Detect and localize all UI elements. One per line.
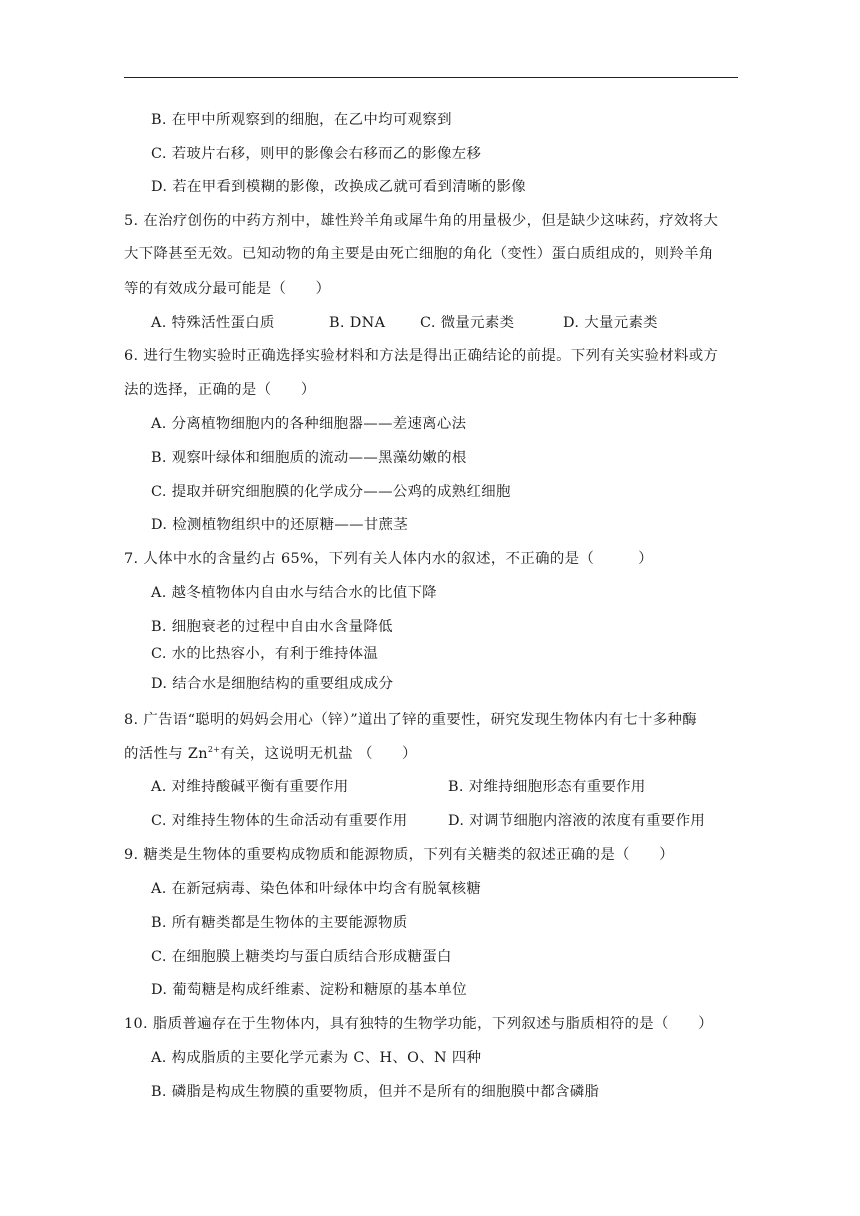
q4-option-d: D. 若在甲看到模糊的影像，改换成乙就可看到清晰的影像	[151, 179, 526, 195]
zinc-charge-superscript: 2+	[207, 745, 221, 754]
q10-stem: 10. 脂质普遍存在于生物体内，具有独特的生物学功能，下列叙述与脂质相符的是（ ）	[124, 1016, 714, 1032]
q8-option-b: B. 对维持细胞形态有重要作用	[448, 779, 646, 795]
q9-stem: 9. 糖类是生物体的重要构成物质和能源物质，下列有关糖类的叙述正确的是（ ）	[124, 847, 675, 863]
header-rule	[124, 77, 738, 78]
q5-option-d: D. 大量元素类	[563, 315, 658, 331]
q4-option-b: B. 在甲中所观察到的细胞，在乙中均可观察到	[151, 112, 452, 128]
q5-stem-line2: 大下降甚至无效。已知动物的角主要是由死亡细胞的角化（变性）蛋白质组成的，则羚羊角	[124, 246, 714, 262]
q5-stem-line3: 等的有效成分最可能是（ ）	[124, 281, 331, 297]
q8-stem-line2-pre: 的活性与 Zn	[124, 746, 208, 762]
q6-option-c: C. 提取并研究细胞膜的化学成分——公鸡的成熟红细胞	[151, 484, 511, 500]
q7-option-c: C. 水的比热容小，有利于维持体温	[151, 646, 379, 662]
q7-option-b: B. 细胞衰老的过程中自由水含量降低	[151, 619, 393, 635]
q10-option-b: B. 磷脂是构成生物膜的重要物质，但并不是所有的细胞膜中都含磷脂	[151, 1084, 600, 1100]
q9-option-c: C. 在细胞膜上糖类均与蛋白质结合形成糖蛋白	[151, 949, 452, 965]
q8-stem-line1: 8. 广告语“聪明的妈妈会用心（锌）”道出了锌的重要性，研究发现生物体内有七十多种酶	[124, 712, 697, 728]
q5-option-b: B. DNA	[329, 315, 386, 331]
q9-option-d: D. 葡萄糖是构成纤维素、淀粉和糖原的基本单位	[151, 982, 468, 998]
q9-option-a: A. 在新冠病毒、染色体和叶绿体中均含有脱氧核糖	[151, 881, 482, 897]
q9-option-b: B. 所有糖类都是生物体的主要能源物质	[151, 915, 408, 931]
q7-option-d: D. 结合水是细胞结构的重要组成成分	[151, 676, 394, 692]
q8-option-d: D. 对调节细胞内溶液的浓度有重要作用	[448, 813, 706, 829]
q7-option-a: A. 越冬植物体内自由水与结合水的比值下降	[151, 585, 437, 601]
q6-option-b: B. 观察叶绿体和细胞质的流动——黑藻幼嫩的根	[151, 450, 467, 466]
q8-stem-line2-post: 有关，这说明无机盐 （ ）	[220, 746, 417, 762]
q5-option-a: A. 特殊活性蛋白质	[151, 315, 275, 331]
q8-option-c: C. 对维持生物体的生命活动有重要作用	[151, 813, 408, 829]
q7-stem: 7. 人体中水的含量约占 65%，下列有关人体内水的叙述，不正确的是（ ）	[124, 551, 654, 567]
q5-option-c: C. 微量元素类	[420, 315, 515, 331]
q6-option-d: D. 检测植物组织中的还原糖——甘蔗茎	[151, 517, 409, 533]
q8-option-a: A. 对维持酸碱平衡有重要作用	[151, 779, 349, 795]
q6-stem-line1: 6. 进行生物实验时正确选择实验材料和方法是得出正确结论的前提。下列有关实验材料或方	[124, 348, 719, 364]
q6-stem-line2: 法的选择，正确的是（ ）	[124, 382, 316, 398]
q8-stem-line2	[124, 745, 417, 763]
q6-option-a: A. 分离植物细胞内的各种细胞器——差速离心法	[151, 416, 467, 432]
q10-option-a: A. 构成脂质的主要化学元素为 C、H、O、N 四种	[151, 1050, 482, 1066]
q5-stem-line1: 5. 在治疗创伤的中药方剂中，雄性羚羊角或犀牛角的用量极少，但是缺少这味药，疗效将大	[124, 213, 719, 229]
q4-option-c: C. 若玻片右移，则甲的影像会右移而乙的影像左移	[151, 146, 482, 162]
